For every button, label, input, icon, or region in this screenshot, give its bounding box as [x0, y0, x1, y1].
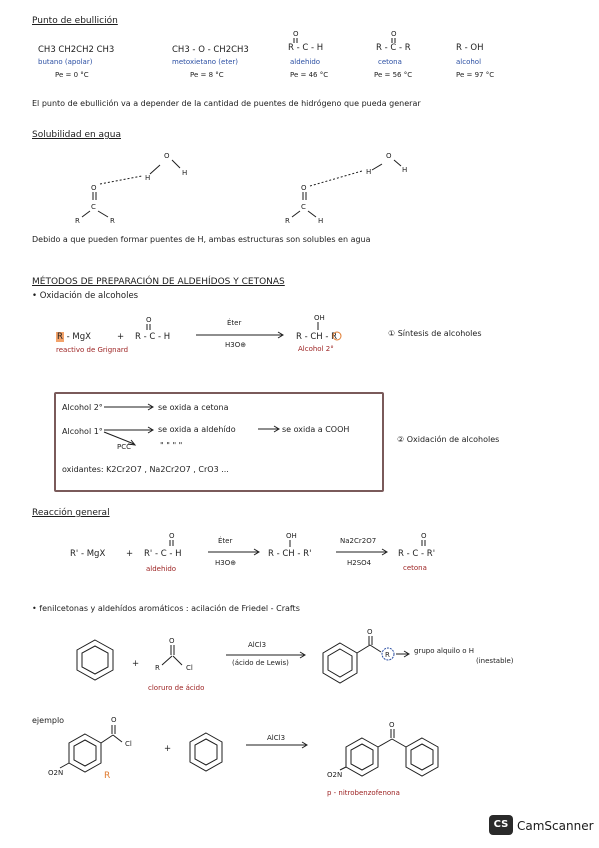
ditto-marks: " " " " — [160, 441, 183, 450]
friedel-product-note-2: (inestable) — [476, 657, 514, 665]
methods-subheading: • Oxidación de alcoholes — [32, 291, 139, 301]
compound-bp: Pe = 0 °C — [55, 71, 89, 79]
svg-text:H: H — [402, 166, 408, 174]
box-line1: Alcohol 2° — [62, 403, 103, 412]
general-carbonyl-mark — [169, 532, 175, 546]
arrow1-over: Éter — [218, 537, 233, 545]
benzene-ring-3 — [190, 733, 222, 771]
box-line2-result: se oxida a aldehído — [158, 425, 236, 434]
example-product-label: p - nitrobenzofenona — [327, 789, 400, 797]
boiling-note: El punto de ebullición va a depender de la cantidad de puentes de hidrógeno que pueda generar — [32, 99, 421, 108]
compound-name: butano (apolar) — [38, 58, 93, 66]
compound-formula: R - C - R — [376, 43, 411, 53]
friedel-heading: • fenilcetonas y aldehídos aromáticos : acilación de Friedel - Crafts — [32, 604, 300, 613]
reaction1-oh-mark — [314, 314, 325, 330]
camscanner-watermark: CamScanner — [517, 819, 594, 833]
plus-sign: + — [164, 744, 172, 754]
intermediate-alcohol: R - CH - R' — [268, 549, 312, 559]
arrow-over-label: Éter — [227, 319, 242, 327]
solubility-heading: Solubilidad en agua — [32, 130, 121, 140]
compound-bp: Pe = 97 °C — [456, 71, 495, 79]
svg-text:H: H — [366, 168, 372, 176]
grignard-label: reactivo de Grignard — [56, 346, 129, 354]
compound-name: aldehido — [290, 58, 321, 66]
benzene-ring-1 — [77, 640, 113, 680]
acyl-chloride-label: cloruro de ácido — [148, 684, 205, 692]
plus-sign: + — [117, 332, 125, 342]
svg-text:OH: OH — [286, 532, 297, 540]
side-note-2: ② Oxidación de alcoholes — [397, 435, 500, 444]
svg-text:R: R — [285, 217, 290, 225]
svg-text:O: O — [391, 30, 397, 38]
svg-text:OH: OH — [314, 314, 325, 322]
aldehyde-label: aldehido — [146, 565, 177, 573]
solubility-structure-1 — [75, 152, 187, 225]
general-heading: Reacción general — [32, 508, 110, 518]
box-line1-result: se oxida a cetona — [158, 403, 229, 412]
friedel-arrow-over: AlCl3 — [248, 641, 267, 649]
svg-text:O: O — [111, 716, 117, 724]
example-arrow — [246, 742, 307, 748]
svg-text:R: R — [385, 651, 390, 659]
example-heading: ejemplo — [32, 716, 65, 725]
general-arrow-1 — [208, 549, 259, 555]
svg-text:O: O — [164, 152, 170, 160]
general-ketone-mark — [421, 532, 427, 546]
friedel-product-note: grupo alquilo o H — [414, 647, 474, 655]
svg-text:R: R — [104, 771, 111, 781]
general-arrow-2 — [336, 549, 387, 555]
oxidants-line: oxidantes: K2Cr2O7 , Na2Cr2O7 , CrO3 ... — [62, 465, 229, 474]
svg-text:R: R — [155, 664, 160, 672]
general-oh-mark — [286, 532, 297, 547]
aldehyde-formula: R - C - H — [135, 332, 171, 342]
compound-bp: Pe = 56 °C — [374, 71, 413, 79]
example-nitro-acyl — [60, 716, 132, 781]
svg-text:O: O — [367, 628, 373, 636]
svg-text:H: H — [318, 217, 324, 225]
svg-text:R: R — [110, 217, 115, 225]
svg-text:O: O — [301, 184, 307, 192]
svg-text:O: O — [146, 316, 152, 324]
svg-text:O: O — [389, 721, 395, 729]
svg-text:O: O — [169, 637, 175, 645]
grignard-reagent: R - MgX — [57, 332, 91, 342]
camscanner-logo-badge: CS — [489, 815, 513, 835]
compound-name: metoxietano (eter) — [172, 58, 239, 66]
secondary-alcohol-label: Alcohol 2° — [298, 345, 334, 353]
compound-formula: CH3 CH2CH2 CH3 — [38, 45, 115, 55]
secondary-alcohol: R - CH - R — [296, 332, 338, 342]
ketone-carbonyl-mark — [391, 30, 397, 43]
ketone-formula: R - C - R' — [398, 549, 436, 559]
highlight-r-circle — [333, 332, 341, 340]
plus-sign: + — [126, 549, 134, 559]
pcc-label: PCC — [117, 443, 131, 451]
arrow1-under: H3O⊕ — [215, 559, 237, 567]
arrow-under-label: H3O⊕ — [225, 341, 247, 349]
compound-formula: R - C - H — [288, 43, 324, 53]
friedel-arrow-under: (ácido de Lewis) — [232, 659, 289, 667]
compound-formula: CH3 - O - CH2CH3 — [172, 45, 249, 55]
plus-sign: + — [132, 659, 140, 669]
compound-name: cetona — [378, 58, 402, 66]
example-arrow-over: AlCl3 — [267, 734, 286, 742]
compound-name: alcohol — [456, 58, 482, 66]
svg-text:C: C — [91, 203, 96, 211]
box-line2-result2: se oxida a COOH — [282, 425, 350, 434]
svg-text:O: O — [386, 152, 392, 160]
svg-text:O: O — [293, 30, 299, 38]
svg-text:Cl: Cl — [186, 664, 193, 672]
solubility-note: Debido a que pueden formar puentes de H, ambas estructuras son solubles en agua — [32, 235, 371, 244]
boiling-heading: Punto de ebullición — [32, 16, 118, 26]
ketone-label: cetona — [403, 564, 427, 572]
aldehyde-carbonyl-mark — [293, 30, 299, 43]
compound-bp: Pe = 46 °C — [290, 71, 329, 79]
arrow2-over: Na2Cr2O7 — [340, 537, 377, 545]
methods-heading: MÉTODOS DE PREPARACIÓN DE ALDEHÍDOS Y CETONAS — [32, 277, 285, 287]
grignard-r: R — [57, 332, 63, 342]
example-substituent: O2N — [48, 769, 64, 777]
grignard-reagent-2: R' - MgX — [70, 549, 106, 559]
reaction1-carbonyl-mark — [146, 316, 152, 330]
svg-text:H: H — [182, 169, 188, 177]
box-arrows — [104, 404, 279, 445]
svg-text:O: O — [91, 184, 97, 192]
compound-formula: R - OH — [456, 43, 484, 53]
svg-text:R: R — [75, 217, 80, 225]
svg-text:H: H — [145, 174, 151, 182]
svg-text:C: C — [301, 203, 306, 211]
example-product-substituent: O2N — [327, 771, 343, 779]
compound-bp: Pe = 8 °C — [190, 71, 224, 79]
side-note-1: ① Síntesis de alcoholes — [388, 329, 482, 338]
friedel-arrow — [226, 652, 305, 658]
box-line2: Alcohol 1° — [62, 427, 103, 436]
svg-text:O: O — [169, 532, 175, 540]
solubility-structure-2 — [285, 152, 407, 225]
benzene-ring-2 — [323, 628, 409, 683]
acyl-chloride-structure — [155, 637, 193, 672]
svg-text:O: O — [421, 532, 427, 540]
svg-text:Cl: Cl — [125, 740, 132, 748]
arrow2-under: H2SO4 — [347, 559, 372, 567]
aldehyde-formula-2: R' - C - H — [144, 549, 182, 559]
reaction1-arrow — [196, 332, 283, 338]
example-product — [340, 721, 438, 776]
